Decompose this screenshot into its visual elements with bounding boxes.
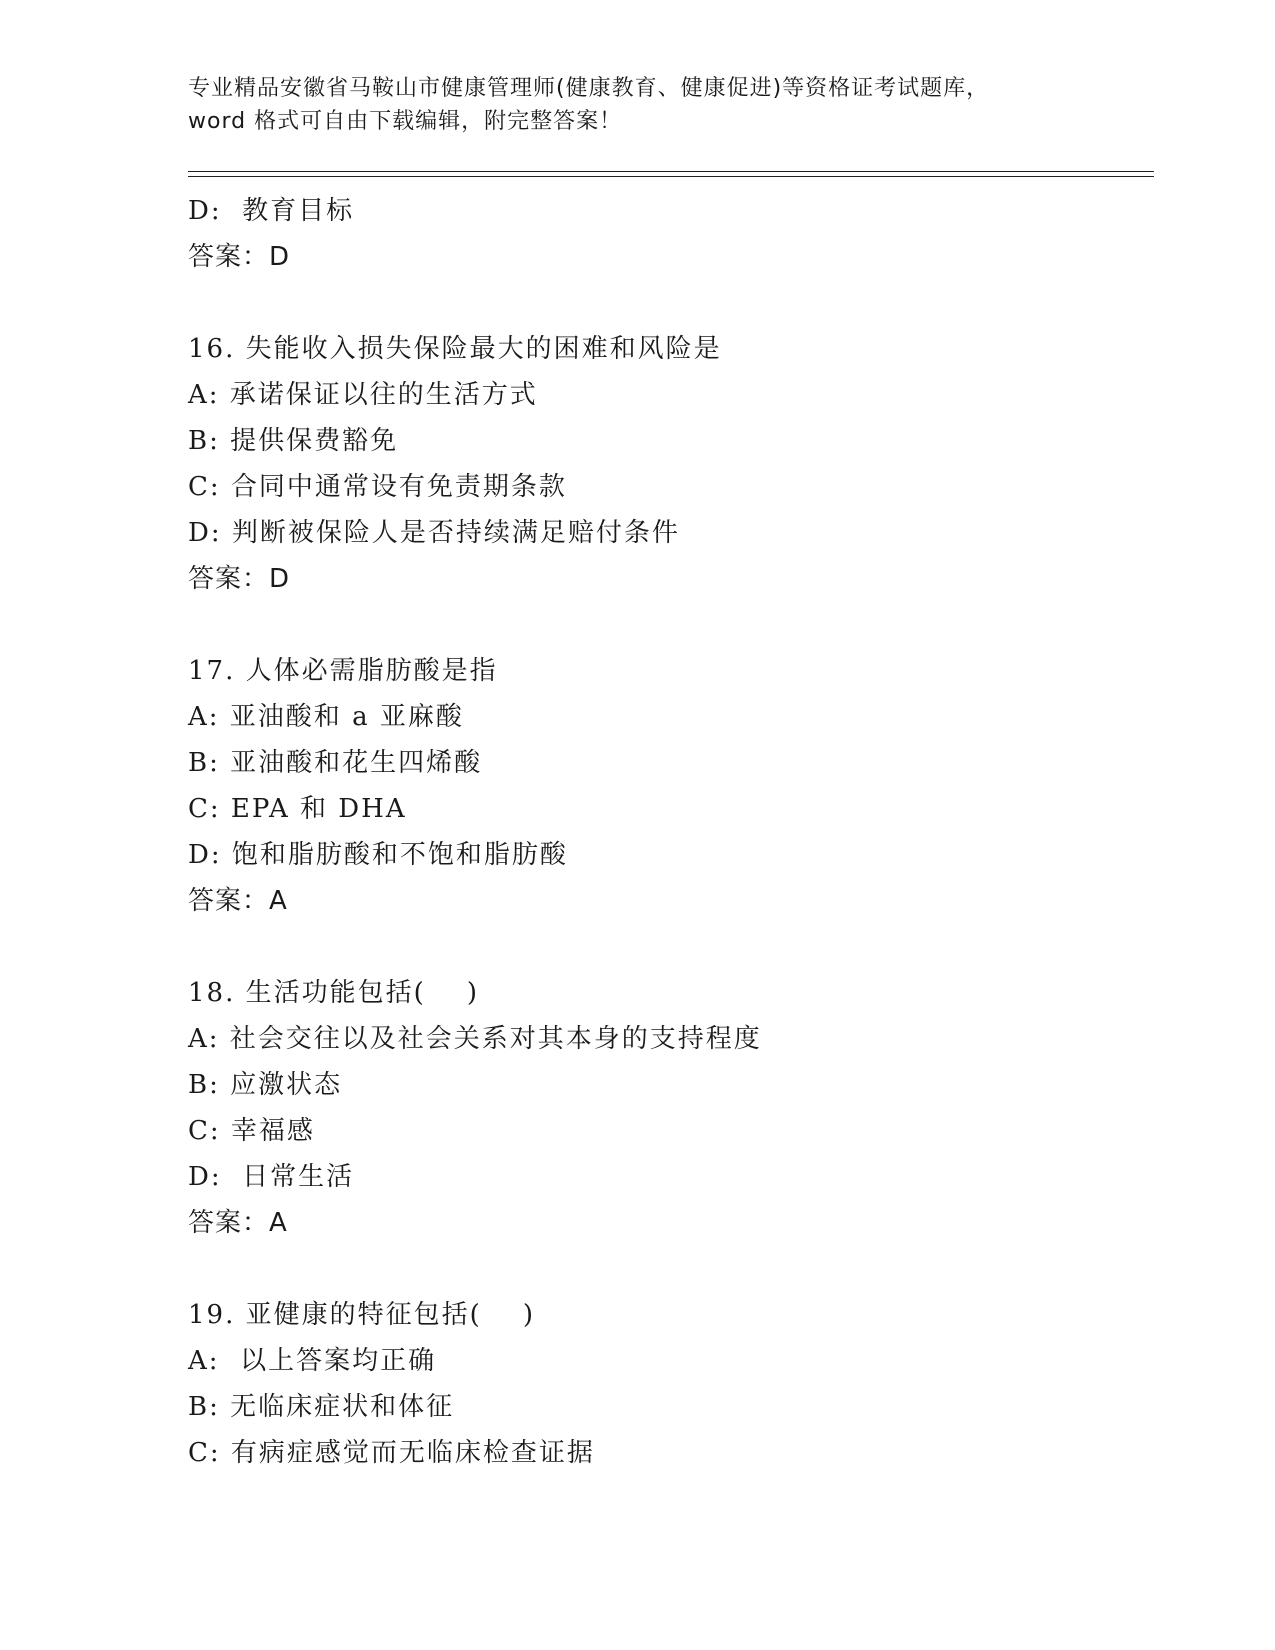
option-c: C: EPA 和 DHA — [188, 794, 407, 824]
option-a: A: 亚油酸和 a 亚麻酸 — [188, 702, 464, 732]
answer-line: 答案：D — [188, 242, 291, 272]
option-c: C: 幸福感 — [188, 1116, 315, 1146]
answer-line: 答案：D — [188, 564, 291, 594]
option-b: B: 提供保费豁免 — [188, 426, 399, 456]
question-text: 17. 人体必需脂肪酸是指 — [188, 656, 498, 686]
option-d: D: 判断被保险人是否持续满足赔付条件 — [188, 518, 680, 548]
answer-line: 答案：A — [188, 1208, 288, 1238]
option-b: B: 无临床症状和体征 — [188, 1392, 455, 1422]
option-d: D: 教育目标 — [188, 196, 355, 226]
question-block — [188, 970, 1148, 1246]
header-line-2: word 格式可自由下载编辑，附完整答案！ — [188, 109, 623, 134]
question-list — [188, 188, 1148, 1476]
question-text: 18. 生活功能包括( ) — [188, 978, 479, 1008]
answer-line: 答案：A — [188, 886, 288, 916]
question-text: 16. 失能收入损失保险最大的困难和风险是 — [188, 334, 722, 364]
option-b: B: 亚油酸和花生四烯酸 — [188, 748, 483, 778]
question-block — [188, 648, 1148, 924]
option-b: B: 应激状态 — [188, 1070, 343, 1100]
header-rule-top — [188, 171, 1154, 172]
option-a: A: 社会交往以及社会关系对其本身的支持程度 — [188, 1024, 762, 1054]
option-d: D: 日常生活 — [188, 1162, 355, 1192]
option-a: A: 以上答案均正确 — [188, 1346, 437, 1376]
question-text: 19. 亚健康的特征包括( ) — [188, 1300, 535, 1330]
header-rule-bottom — [188, 176, 1154, 177]
option-c: C: 合同中通常设有免责期条款 — [188, 472, 567, 502]
question-block — [188, 326, 1148, 602]
option-d: D: 饱和脂肪酸和不饱和脂肪酸 — [188, 840, 568, 870]
option-a: A: 承诺保证以往的生活方式 — [188, 380, 538, 410]
question-block — [188, 188, 1148, 280]
option-c: C: 有病症感觉而无临床检查证据 — [188, 1438, 595, 1468]
header-line-1: 专业精品安徽省马鞍山市健康管理师(健康教育、健康促进)等资格证考试题库， — [188, 76, 990, 101]
question-block — [188, 1292, 1148, 1476]
document-header — [188, 72, 1148, 138]
